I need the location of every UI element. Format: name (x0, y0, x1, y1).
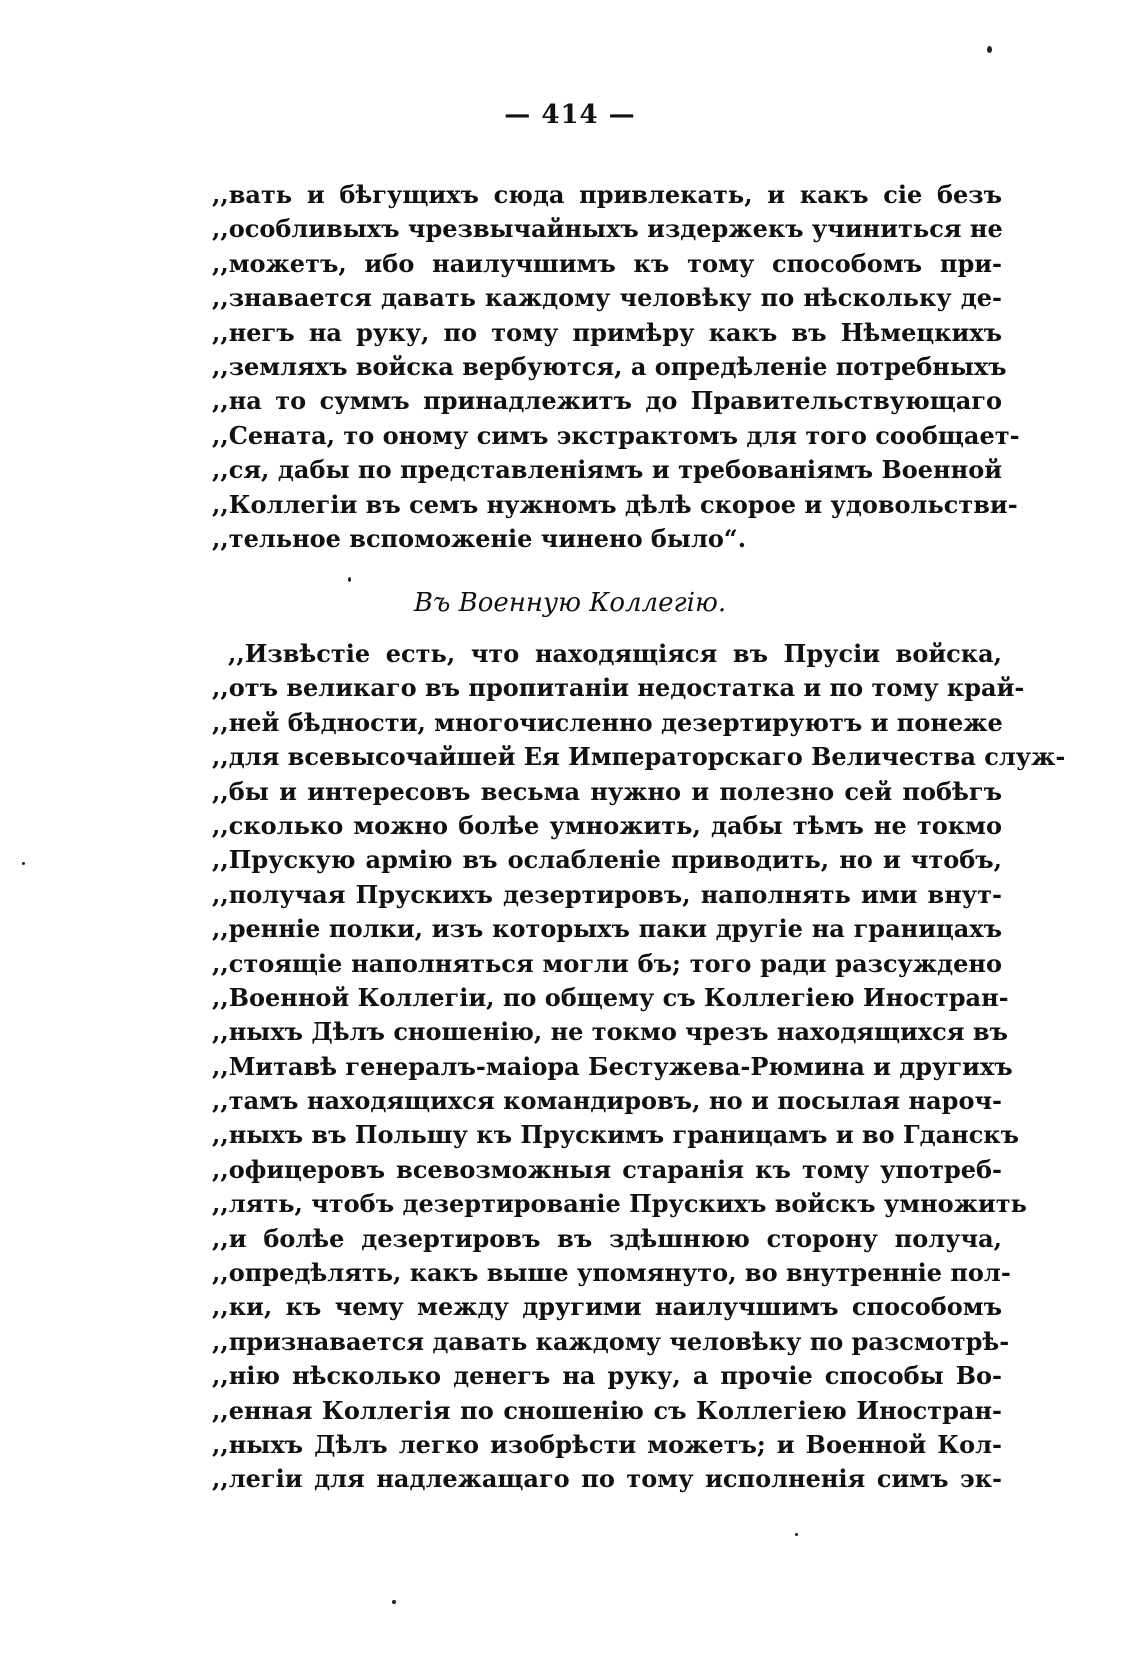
scan-speck (22, 862, 25, 865)
text-line: ,,признавается давать каждому человѣку по разсмотрѣ- (212, 1326, 1010, 1356)
text-line: ,,тельное вспоможеніе чинено было“. (212, 523, 747, 553)
text-line: ,,особливыхъ чрезвычайныхъ издержекъ учиниться не (212, 214, 1003, 244)
text-line: ,,стоящіе наполняться могли бъ; того ради разсуждено (212, 948, 1002, 978)
text-line: ,,негъ на руку, по тому примѣру какъ въ Нѣмецкихъ (212, 317, 1002, 347)
text-line: ,,Митавѣ генералъ-маіора Бестужева-Рюмина и другихъ (212, 1051, 1013, 1081)
text-line: ,,и болѣе дезертировъ въ здѣшнюю сторону получа, (212, 1223, 1002, 1253)
text-line: ,,ренніе полки, изъ которыхъ паки другіе на границахъ (212, 914, 1002, 944)
text-line: ,,ней бѣдности, многочисленно дезертируютъ и понеже (212, 707, 1003, 737)
text-line: ,,ныхъ Дѣлъ легко изобрѣсти можетъ; и Военной Кол- (212, 1429, 1002, 1459)
text-line: ,,офицеровъ всевозможныя старанія къ тому употреб- (212, 1154, 1002, 1184)
text-line: ,,Прускую армію въ ослабленіе приводить, но и чтобъ, (212, 845, 1002, 875)
scan-speck (392, 1600, 396, 1604)
text-line: ,,опредѣлять, какъ выше упомянуто, во внутренніе пол- (212, 1258, 1011, 1288)
text-line: ,,лять, чтобъ дезертированіе Прускихъ войскъ умножить (212, 1189, 1027, 1219)
page-number: — 414 — (504, 100, 636, 130)
text-line: ,,ся, дабы по представленіямъ и требованіямъ Военной (212, 455, 1002, 485)
text-block-military-college (212, 637, 1066, 1497)
scan-speck (795, 1533, 798, 1536)
text-line: ,,ныхъ въ Польшу къ Прускимъ границамъ и во Гданскъ (212, 1120, 1020, 1150)
text-line: ,,Сената, то оному симъ экстрактомъ для того сообщает- (212, 420, 1020, 450)
section-heading: Въ Военную Коллегію. (413, 588, 727, 618)
text-line: ,,ки, къ чему между другими наилучшимъ способомъ (212, 1292, 1002, 1322)
text-line: ,,на то суммъ принадлежитъ до Правительствующаго (212, 386, 1002, 416)
text-line: ,,Военной Коллегіи, по общему съ Коллегіею Иностран- (212, 982, 1009, 1012)
text-line: ,,получая Прускихъ дезертировъ, наполнять ими внут- (212, 879, 1002, 909)
text-line: ,,Коллегіи въ семъ нужномъ дѣлѣ скорое и удовольстви- (212, 489, 1018, 519)
text-line: ,,можетъ, ибо наилучшимъ къ тому способомъ при- (212, 248, 1002, 278)
text-line: ,,легіи для надлежащаго по тому исполненія симъ эк- (212, 1464, 1002, 1494)
text-line: ,,вать и бѣгущихъ сюда привлекать, и какъ сіе безъ (212, 180, 1002, 209)
text-line: ,,сколько можно болѣе умножить, дабы тѣмъ не токмо (212, 810, 1002, 840)
text-block-senate-extract (212, 178, 1020, 556)
text-line: ,,тамъ находящихся командировъ, но и посылая нароч- (212, 1086, 1002, 1116)
text-line: ,,для всевысочайшей Ея Императорскаго Величества служ- (212, 742, 1066, 772)
scan-speck (348, 577, 351, 582)
text-line: ,,ныхъ Дѣлъ сношенію, не токмо чрезъ находящихся въ (212, 1017, 1008, 1047)
text-line: ,,бы и интересовъ весьма нужно и полезно сей побѣгъ (212, 776, 1002, 806)
text-line: ,,енная Коллегія по сношенію съ Коллегіею Иностран- (212, 1395, 1002, 1425)
text-line: ,,знавается давать каждому человѣку по нѣскольку де- (212, 283, 1002, 313)
scan-speck (987, 46, 992, 53)
text-line: ,,земляхъ войска вербуются, а опредѣленіе потребныхъ (212, 351, 1007, 381)
text-line: ,,отъ великаго въ пропитаніи недостатка и по тому край- (212, 673, 1025, 703)
text-line: ,,Извѣстіе есть, что находящіяся въ Прусіи войска, (228, 639, 1002, 668)
text-line: ,,нію нѣсколько денегъ на руку, а прочіе способы Во- (212, 1361, 1002, 1391)
